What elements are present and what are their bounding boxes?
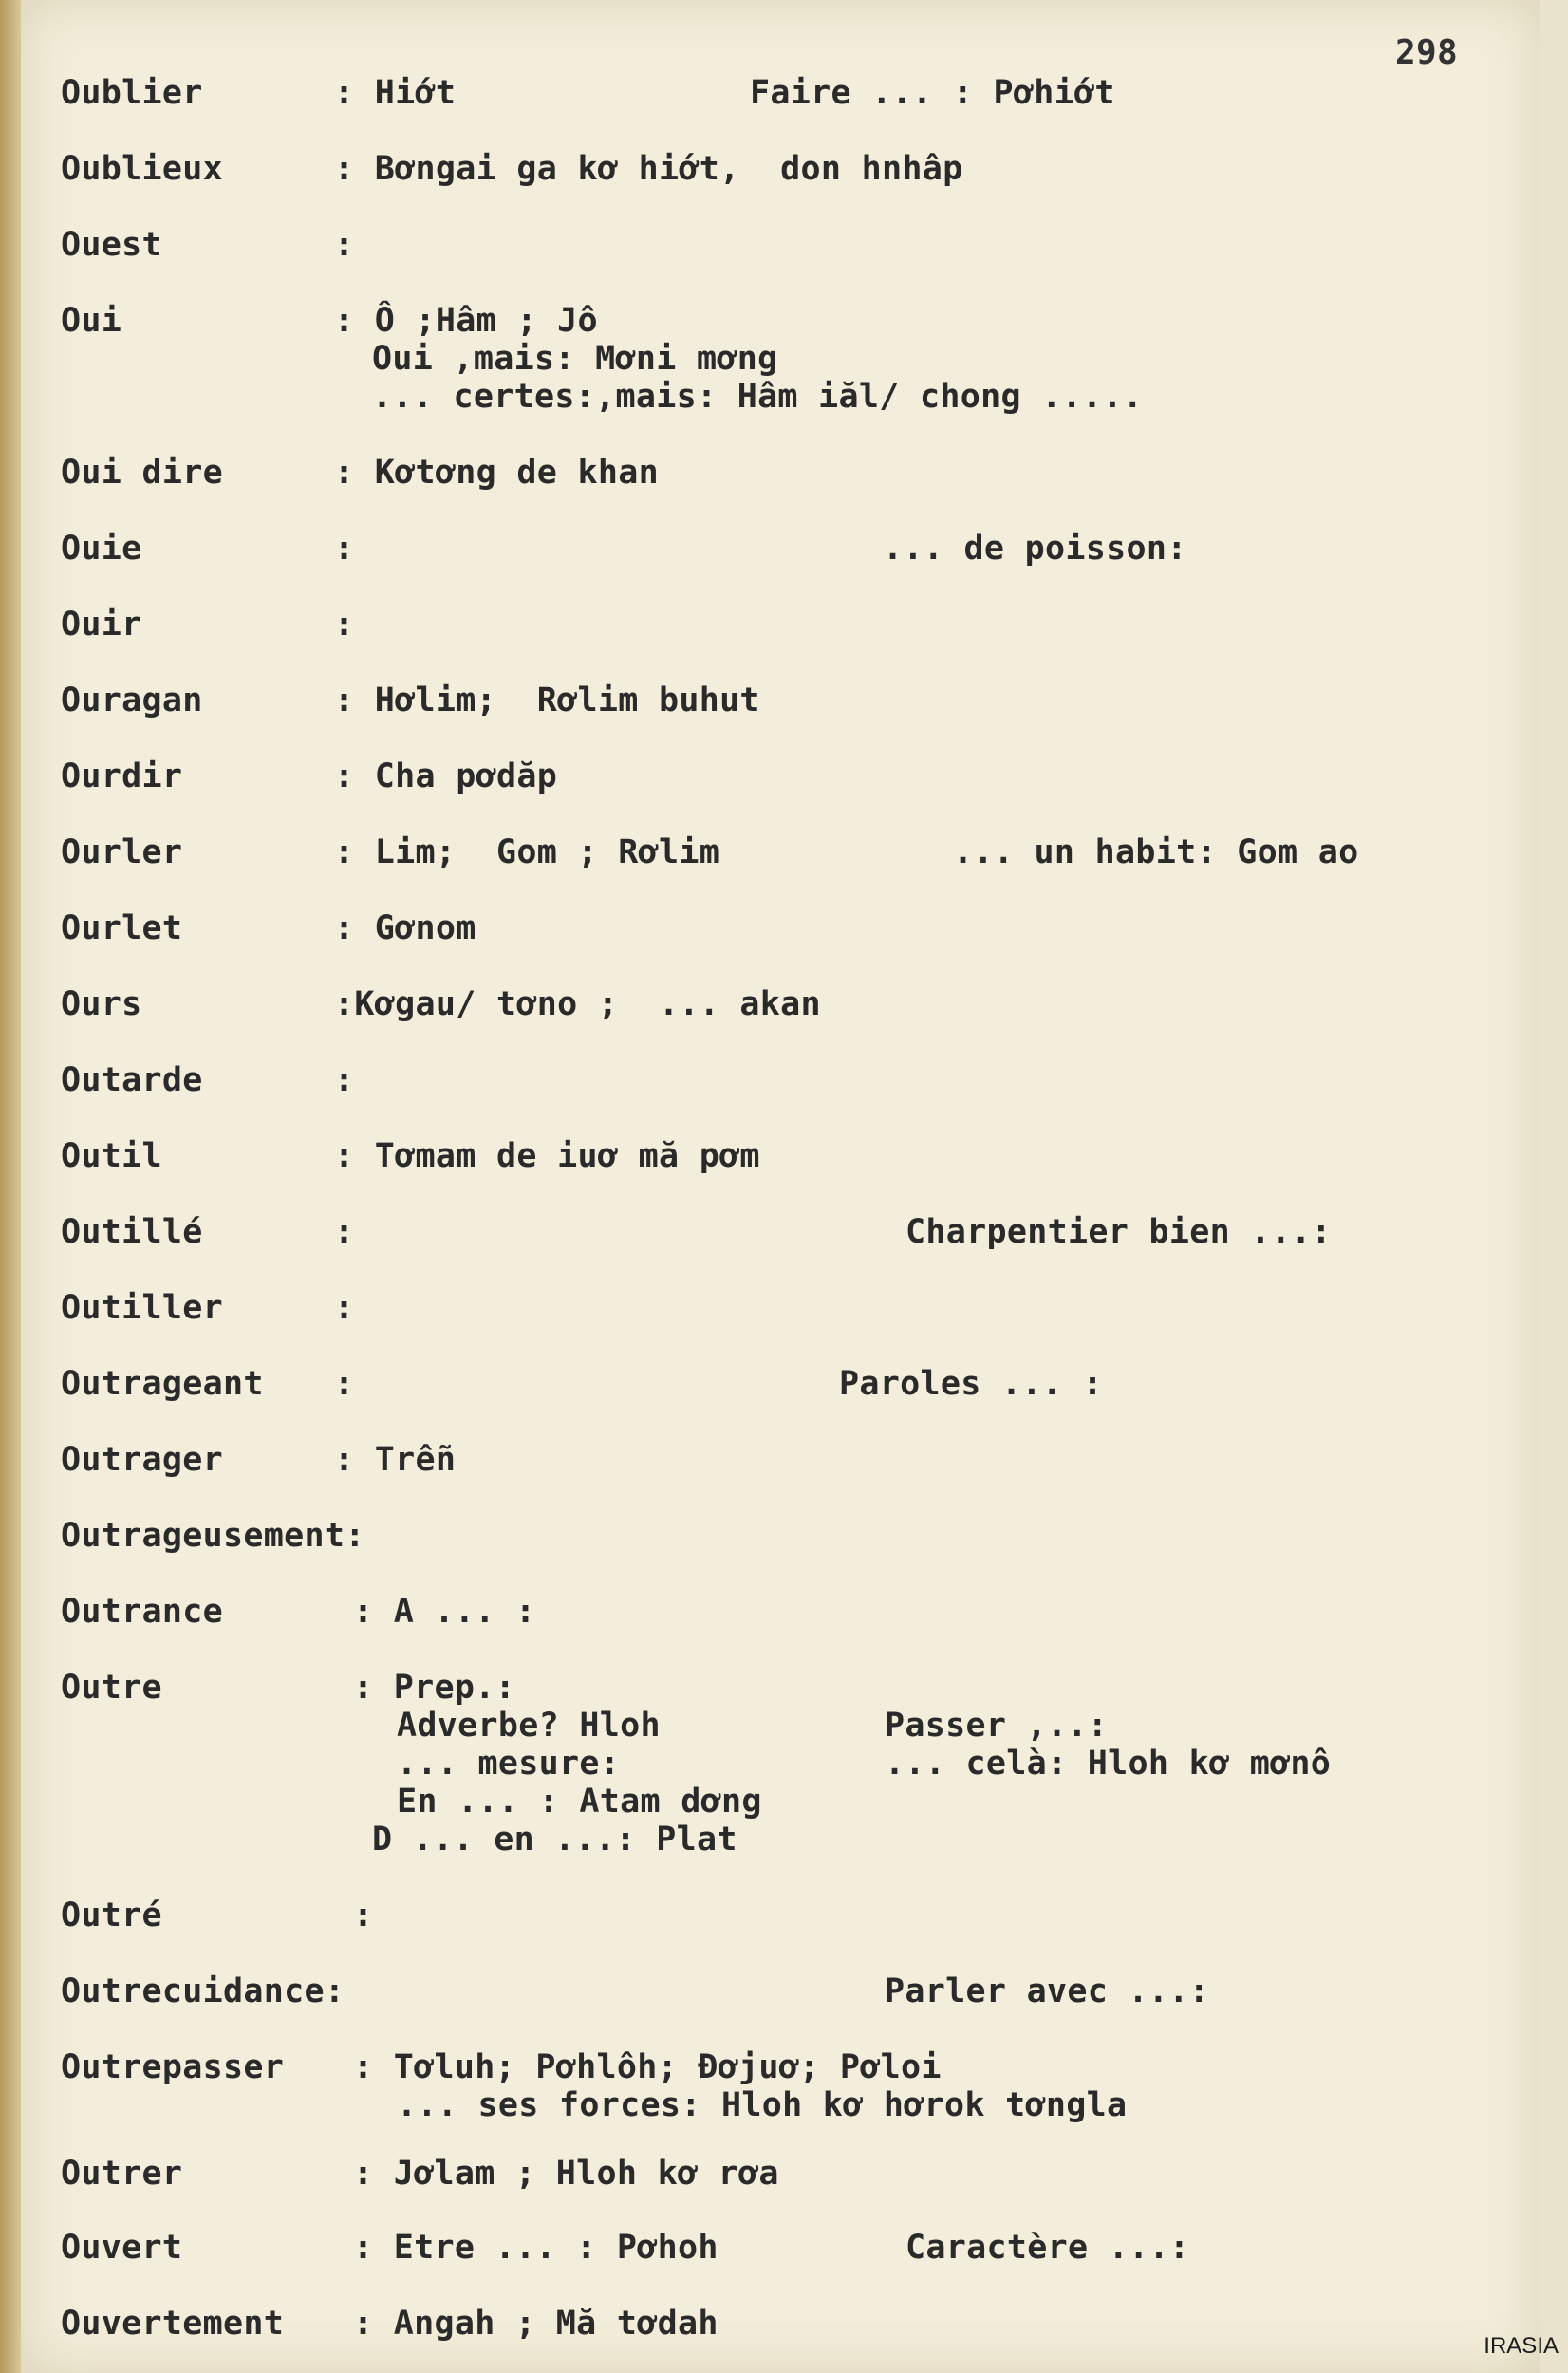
entry-term: Oui dire — [61, 454, 223, 492]
entry-term: Outrageusement: — [61, 1517, 365, 1555]
entry-definition: : Gơnom — [334, 909, 476, 947]
entry-term: Ouie — [61, 530, 142, 568]
entry-term: Outil — [61, 1137, 162, 1175]
page-number: 298 — [1395, 33, 1458, 72]
entry-definition: : — [334, 1061, 355, 1099]
entry-term: Outrecuidance: — [61, 1972, 345, 2010]
entry-sub-line: Oui ,mais: Mơni mơng — [372, 340, 778, 378]
entry-example: Caractère ...: — [905, 2229, 1190, 2267]
entry-term: Ourler — [61, 833, 183, 871]
entry-term: Oui — [61, 302, 122, 340]
entry-definition: : — [334, 530, 355, 568]
entry-definition: : Kơtơng de khan — [334, 454, 659, 492]
entry-sub-line: Adverbe? Hloh — [397, 1707, 661, 1745]
entry-term: Oublieux — [61, 150, 223, 188]
entry-definition: : — [334, 606, 355, 644]
entry-example: ... un habit: Gom ao — [953, 833, 1359, 871]
entry-term: Outrageant — [61, 1365, 264, 1403]
entry-example: ... de poisson: — [883, 530, 1187, 568]
entry-definition: : Lim; Gom ; Rơlim — [334, 833, 720, 871]
entry-definition: : — [334, 1289, 355, 1327]
entry-term: Outrager — [61, 1441, 223, 1479]
entry-definition: : — [353, 1897, 374, 1934]
entry-definition: : Jơlam ; Hloh kơ rơa — [353, 2155, 779, 2193]
entry-term: Outarde — [61, 1061, 203, 1099]
entry-term: Ouvertement — [61, 2305, 285, 2343]
entry-term: Ouvert — [61, 2229, 183, 2267]
entry-definition: : — [334, 226, 355, 264]
entry-term: Ouest — [61, 226, 162, 264]
entry-term: Outillé — [61, 1213, 203, 1251]
entry-definition: : Cha pơdăp — [334, 757, 558, 795]
entry-definition: : Angah ; Mă tơdah — [353, 2305, 719, 2343]
entry-sub-line: ... celà: Hloh kơ mơnô — [885, 1745, 1332, 1783]
entry-term: Outre — [61, 1669, 162, 1707]
entry-term: Ourlet — [61, 909, 183, 947]
entry-definition: : Hơlim; Rơlim buhut — [334, 682, 760, 719]
entry-definition: : — [334, 1365, 355, 1403]
entry-definition: : Trễn — [334, 1441, 457, 1479]
entry-term: Ouragan — [61, 682, 203, 719]
entry-term: Oublier — [61, 74, 203, 112]
entry-definition: : Etre ... : Pơhoh — [353, 2229, 719, 2267]
entry-term: Outiller — [61, 1289, 223, 1327]
entry-example: Parler avec ...: — [885, 1972, 1209, 2010]
entry-sub-line: ... ses forces: Hloh kơ hơrok tơngla — [397, 2086, 1128, 2124]
entry-term: Outrance — [61, 1593, 223, 1631]
entry-definition: : Tơmam de iuơ mă pơm — [334, 1137, 760, 1175]
entry-example: Faire ... : Pơhiớt — [750, 74, 1115, 112]
entry-term: Ourdir — [61, 757, 183, 795]
entry-definition: : Hiớt — [334, 74, 457, 112]
entry-term: Ouir — [61, 606, 142, 644]
entry-sub-line: En ... : Atam dơng — [397, 1783, 762, 1821]
entry-definition: : Prep.: — [353, 1669, 515, 1707]
entry-term: Ours — [61, 985, 142, 1023]
entry-sub-line: ... certes:,mais: Hâm iăl/ chong ..... — [372, 378, 1144, 416]
entry-term: Outrepasser — [61, 2048, 285, 2086]
entry-example: Paroles ... : — [839, 1365, 1103, 1403]
entry-definition: : Tơluh; Pơhlôh; Đơjuơ; Pơloi — [353, 2048, 942, 2086]
source-watermark: IRASIA — [1484, 2333, 1559, 2359]
entry-definition: : Ô ;Hâm ; Jô — [334, 302, 598, 340]
entry-sub-line: D ... en ...: Plat — [372, 1821, 737, 1859]
entry-sub-line: ... mesure: — [397, 1745, 621, 1783]
entry-example: Charpentier bien ...: — [905, 1213, 1332, 1251]
entry-term: Outré — [61, 1897, 162, 1934]
entry-definition: :Kơgau/ tơno ; ... akan — [334, 985, 821, 1023]
document-page — [21, 0, 1540, 2373]
entry-definition: : Bơngai ga kơ hiớt, don hnhâp — [334, 150, 963, 188]
page-binding-edge — [0, 0, 21, 2373]
entry-definition: : A ... : — [353, 1593, 536, 1631]
entry-definition: : — [334, 1213, 355, 1251]
entry-sub-line: Passer ,..: — [885, 1707, 1109, 1745]
entry-term: Outrer — [61, 2155, 183, 2193]
